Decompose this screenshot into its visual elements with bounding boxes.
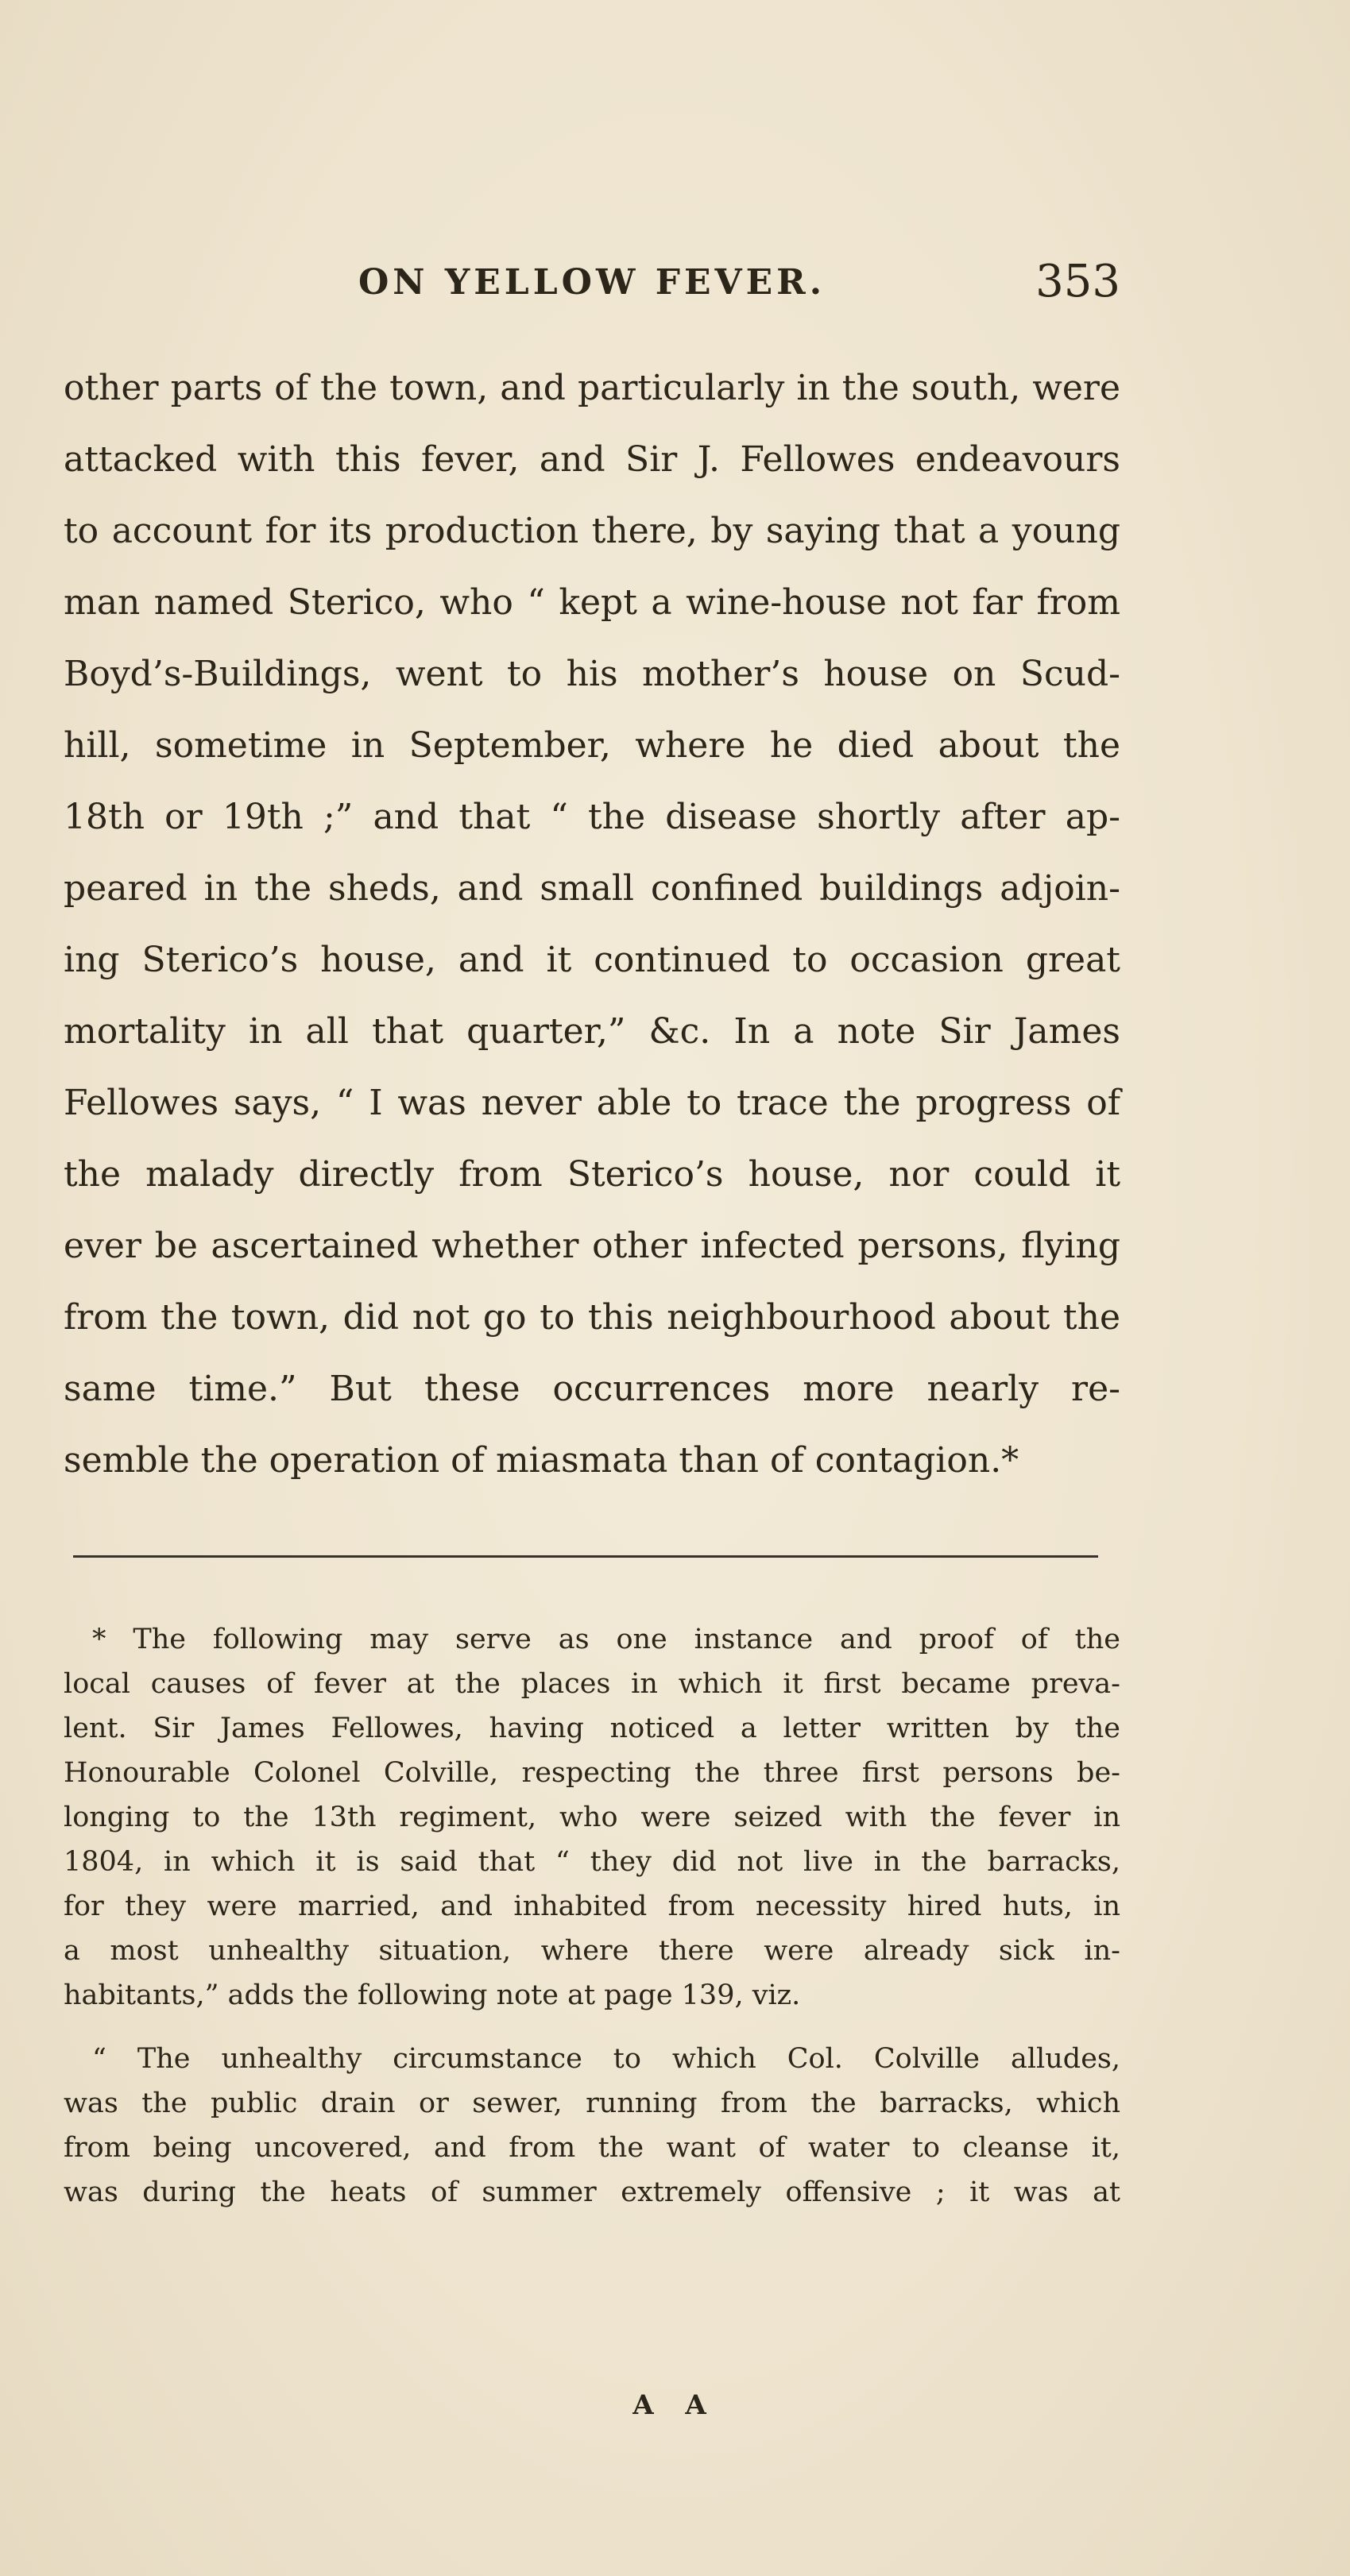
text-line: mortality in all that quarter,” &c. In a note Sir James <box>64 1011 1120 1052</box>
page-header <box>64 256 1120 318</box>
text-line: from the town, did not go to this neighbourhood about the <box>64 1297 1120 1338</box>
signature-mark: A A <box>632 2389 718 2421</box>
footnote-line: “ The unhealthy circumstance to which Col. Colville alludes, <box>92 2043 1120 2075</box>
paragraph-gap <box>64 2018 1120 2037</box>
footnote-line: habitants,” adds the following note at page 139, viz. <box>64 1979 801 2011</box>
footnote-line: for they were married, and inhabited from necessity hired huts, in <box>64 1890 1120 1922</box>
footnote-line: 1804, in which it is said that “ they did not live in the barracks, <box>64 1846 1120 1878</box>
footnote-line: a most unhealthy situation, where there were already sick in- <box>64 1935 1120 1967</box>
text-line: attacked with this fever, and Sir J. Fellowes endeavours <box>64 439 1120 480</box>
footnote-divider <box>73 1555 1098 1558</box>
text-line: ing Sterico’s house, and it continued to occasion great <box>64 940 1120 980</box>
text-line: other parts of the town, and particularly in the south, were <box>64 368 1120 408</box>
text-line: man named Sterico, who “ kept a wine-house not far from <box>64 582 1120 623</box>
text-line: same time.” But these occurrences more nearly re- <box>64 1369 1120 1409</box>
footnote-line: from being uncovered, and from the want of water to cleanse it, <box>64 2132 1120 2164</box>
footnote-line: was the public drain or sewer, running from the barracks, which <box>64 2087 1120 2119</box>
text-line: Boyd’s-Buildings, went to his mother’s house on Scud- <box>64 654 1120 694</box>
footnote-line: * The following may serve as one instance and proof of the <box>92 1624 1120 1655</box>
text-line: ever be ascertained whether other infected persons, flying <box>64 1226 1120 1266</box>
text-line: semble the operation of miasmata than of contagion.* <box>64 1440 1019 1481</box>
footnote-line: local causes of fever at the places in which it first became preva- <box>64 1668 1120 1700</box>
text-line: to account for its production there, by saying that a young <box>64 511 1120 551</box>
footnote-line: longing to the 13th regiment, who were seized with the fever in <box>64 1802 1120 1833</box>
text-line: the malady directly from Sterico’s house, nor could it <box>64 1154 1120 1195</box>
text-line: 18th or 19th ;” and that “ the disease shortly after ap- <box>64 797 1120 837</box>
running-title: ON YELLOW FEVER. <box>358 262 826 303</box>
footnote-block <box>64 1617 1120 2215</box>
footnote-line: was during the heats of summer extremely offensive ; it was at <box>64 2176 1120 2208</box>
text-line: hill, sometime in September, where he died about the <box>64 725 1120 766</box>
page-number: 353 <box>1035 256 1120 307</box>
footnote-line: Honourable Colonel Colville, respecting the three first persons be- <box>64 1757 1120 1789</box>
text-line: Fellowes says, “ I was never able to trace the progress of <box>64 1083 1120 1123</box>
text-line: peared in the sheds, and small confined buildings adjoin- <box>64 868 1120 909</box>
footnote-line: lent. Sir James Fellowes, having noticed a letter written by the <box>64 1713 1120 1744</box>
main-text <box>64 353 1120 1497</box>
